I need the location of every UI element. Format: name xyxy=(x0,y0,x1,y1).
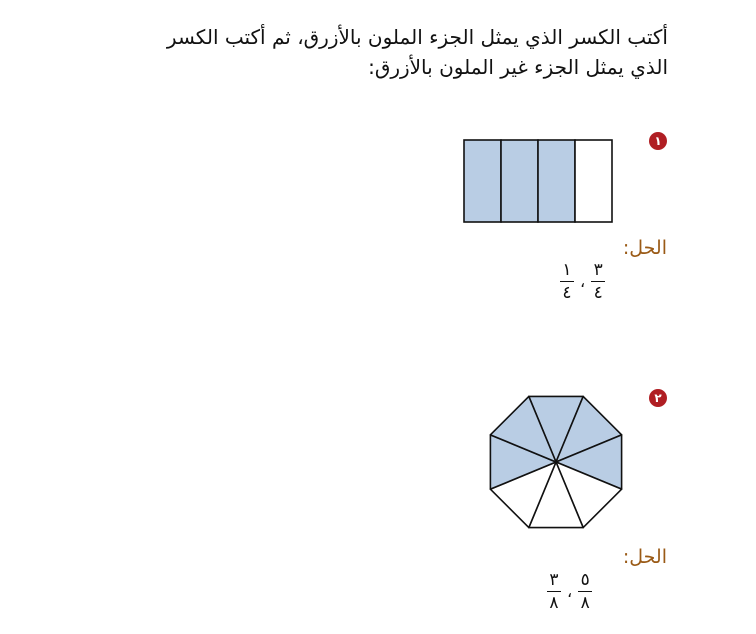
exercise-1-shaded-fraction xyxy=(591,260,605,303)
shaded-part xyxy=(538,140,575,222)
fraction-numerator: ٥ xyxy=(580,570,590,590)
exercise-1-number-badge: ١ xyxy=(649,132,667,150)
unshaded-part xyxy=(575,140,612,222)
shaded-part xyxy=(464,140,501,222)
exercise-1-answer xyxy=(560,260,605,303)
fraction-numerator: ١ xyxy=(562,260,572,280)
fraction-bar xyxy=(591,281,605,282)
fraction-bar xyxy=(578,591,592,592)
exercise-2-number-badge: ٢ xyxy=(649,389,667,407)
fraction-denominator: ٤ xyxy=(593,283,603,303)
exercise-1-rectangle-figure xyxy=(463,139,615,223)
exercise-2-solution-label: الحل: xyxy=(622,546,667,568)
fraction-denominator: ٨ xyxy=(549,593,559,613)
fraction-denominator: ٤ xyxy=(562,283,572,303)
exercise-2-answer xyxy=(547,570,592,613)
fraction-bar xyxy=(547,591,561,592)
exercise-2-octagon-figure xyxy=(486,393,626,533)
fraction-numerator: ٣ xyxy=(593,260,603,280)
fraction-bar xyxy=(560,281,574,282)
answer-separator: ، xyxy=(580,272,586,291)
instruction-line-1: أكتب الكسر الذي يمثل الجزء الملون بالأزرق، ثم أكتب الكسر xyxy=(166,25,668,49)
fraction-numerator: ٣ xyxy=(549,570,559,590)
exercise-2-unshaded-fraction xyxy=(547,570,561,613)
answer-separator: ، xyxy=(567,582,573,601)
exercise-2-shaded-fraction xyxy=(578,570,592,613)
shaded-part xyxy=(501,140,538,222)
instruction-text xyxy=(108,22,668,82)
exercise-1-solution-label: الحل: xyxy=(622,237,667,259)
exercise-1-unshaded-fraction xyxy=(560,260,574,303)
fraction-denominator: ٨ xyxy=(580,593,590,613)
instruction-line-2: الذي يمثل الجزء غير الملون بالأزرق: xyxy=(368,55,668,79)
